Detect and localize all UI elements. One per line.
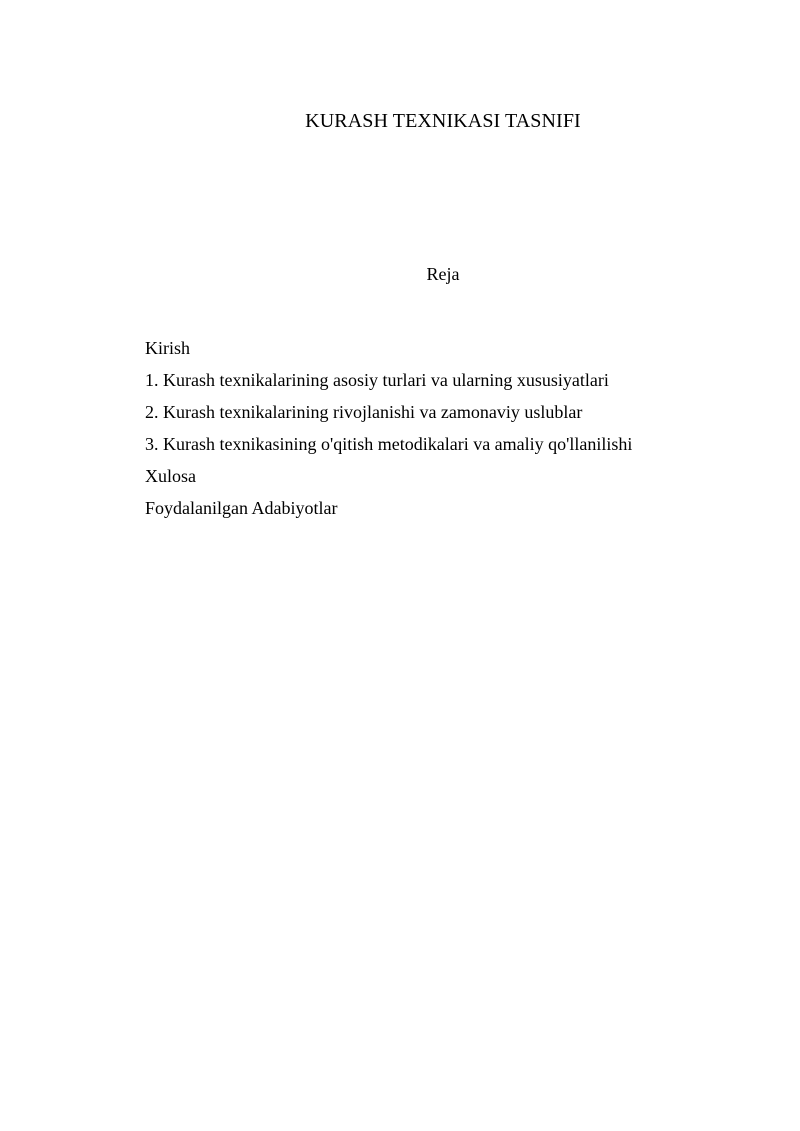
plan-list: [145, 336, 632, 528]
plan-item-3: 3. Kurash texnikasining o'qitish metodikalari va amaliy qo'llanilishi: [145, 434, 633, 454]
plan-item-conclusion: Xulosa: [145, 466, 196, 486]
plan-item-2: 2. Kurash texnikalarining rivojlanishi va zamonaviy uslublar: [145, 402, 583, 422]
plan-item-intro: Kirish: [145, 338, 190, 358]
plan-heading: Reja: [426, 264, 460, 284]
document-title: KURASH TEXNIKASI TASNIFI: [305, 110, 581, 132]
plan-item-1: 1. Kurash texnikalarining asosiy turlari va ularning xususiyatlari: [145, 370, 609, 390]
plan-item-references: Foydalanilgan Adabiyotlar: [145, 498, 338, 518]
